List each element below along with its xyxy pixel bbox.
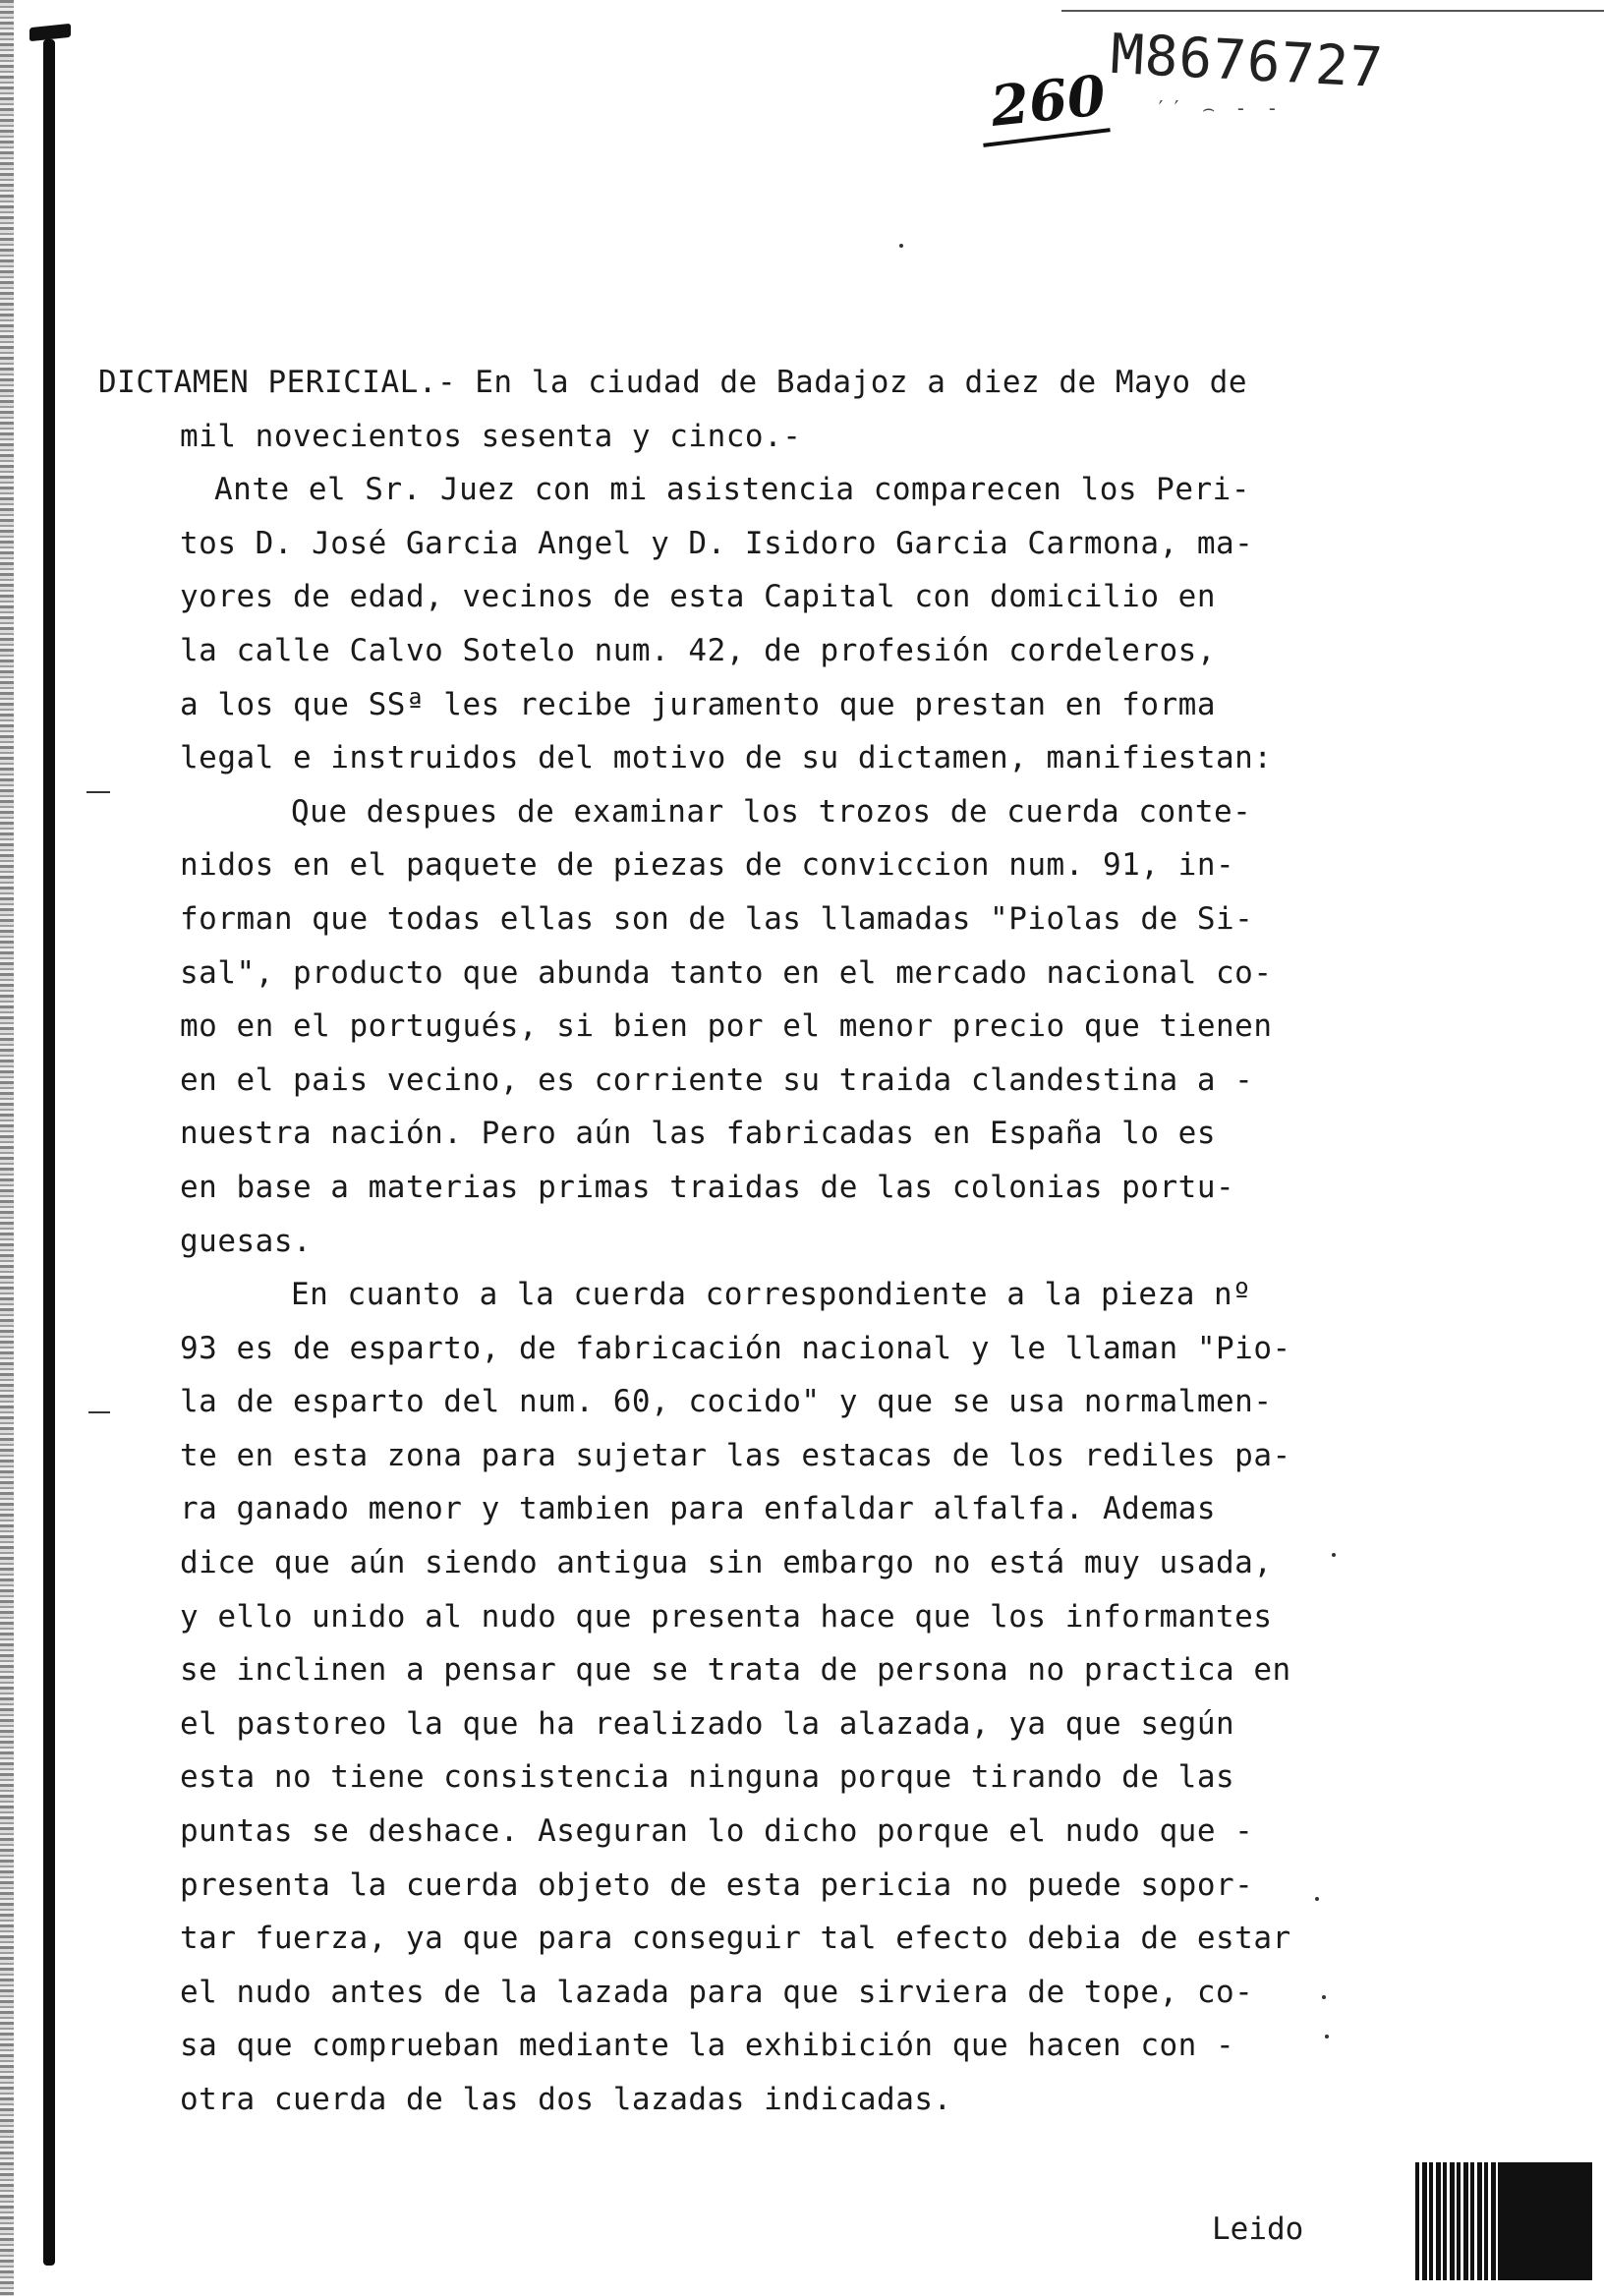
text-line: la calle Calvo Sotelo num. 42, de profesión cordeleros,	[180, 632, 1216, 668]
text-line: sal", producto que abunda tanto en el mercado nacional co-	[180, 954, 1273, 991]
scan-edge-artifact	[0, 0, 14, 2296]
stamp-number: M8676727	[1109, 22, 1386, 101]
scan-speck	[899, 244, 903, 248]
text-line: esta no tiene consistencia ninguna porque tirando de las	[180, 1759, 1235, 1796]
text-line: forman que todas ellas son de las llamadas "Piolas de Si-	[180, 900, 1254, 937]
stamp-subtext: ′′ ⌢ - -	[1155, 96, 1283, 120]
text-line: yores de edad, vecinos de esta Capital con domicilio en	[180, 579, 1216, 615]
text-line: tar fuerza, ya que para conseguir tal efecto debia de estar	[180, 1921, 1291, 1957]
text-line: legal e instruidos del motivo de su dictamen, manifiestan:	[180, 740, 1273, 776]
top-rule-line	[1061, 10, 1604, 12]
text-line: el pastoreo la que ha realizado la alazada, ya que según	[180, 1705, 1235, 1742]
text-line: sa que comprueban mediante la exhibición que hacen con -	[180, 2028, 1235, 2064]
text-line: 93 es de esparto, de fabricación nacional y le llaman "Pio-	[180, 1330, 1291, 1366]
dictamen-text	[98, 356, 1337, 2127]
text-line: puntas se deshace. Aseguran lo dicho porque el nudo que -	[180, 1813, 1254, 1850]
text-line: a los que SSª les recibe juramento que prestan en forma	[180, 686, 1216, 722]
barcode-mark	[1415, 2162, 1592, 2280]
text-line: tos D. José Garcia Angel y D. Isidoro Garcia Carmona, ma-	[180, 525, 1254, 561]
text-line: te en esta zona para sujetar las estacas de los rediles pa-	[180, 1437, 1291, 1473]
text-line: nuestra nación. Pero aún las fabricadas en España lo es	[180, 1116, 1216, 1152]
text-line: Ante el Sr. Juez con mi asistencia comparecen los Peri-	[214, 472, 1250, 508]
text-line: nidos en el paquete de piezas de conviccion num. 91, in-	[180, 847, 1235, 884]
folio-number: 260	[987, 63, 1110, 140]
text-line: en base a materias primas traidas de las colonias portu-	[180, 1169, 1235, 1205]
text-line: en el pais vecino, es corriente su traida clandestina a -	[180, 1062, 1254, 1098]
text-line: dice que aún siendo antigua sin embargo no está muy usada,	[180, 1545, 1273, 1581]
text-line: mo en el portugués, si bien por el menor precio que tienen	[180, 1008, 1273, 1045]
text-line: presenta la cuerda objeto de esta pericia no puede sopor-	[180, 1866, 1254, 1903]
text-line: y ello unido al nudo que presenta hace que los informantes	[180, 1598, 1273, 1635]
text-line: En cuanto a la cuerda correspondiente a la pieza nº	[291, 1277, 1252, 1313]
text-line: Que despues de examinar los trozos de cuerda conte-	[291, 793, 1252, 830]
leido-footer: Leido	[1212, 2211, 1304, 2247]
binding-bar	[43, 39, 55, 2266]
text-line: DICTAMEN PERICIAL.- En la ciudad de Badajoz a diez de Mayo de	[98, 365, 1247, 400]
text-line: guesas.	[180, 1223, 313, 1259]
text-line: otra cuerda de las dos lazadas indicadas.	[180, 2082, 952, 2117]
text-line: ra ganado menor y tambien para enfaldar alfalfa. Ademas	[180, 1491, 1216, 1527]
text-line: el nudo antes de la lazada para que sirviera de tope, co-	[180, 1974, 1254, 2010]
text-line: se inclinen a pensar que se trata de persona no practica en	[180, 1652, 1291, 1689]
text-line: mil novecientos sesenta y cinco.-	[180, 418, 802, 454]
text-line: la de esparto del num. 60, cocido" y que se usa normalmen-	[180, 1384, 1273, 1420]
